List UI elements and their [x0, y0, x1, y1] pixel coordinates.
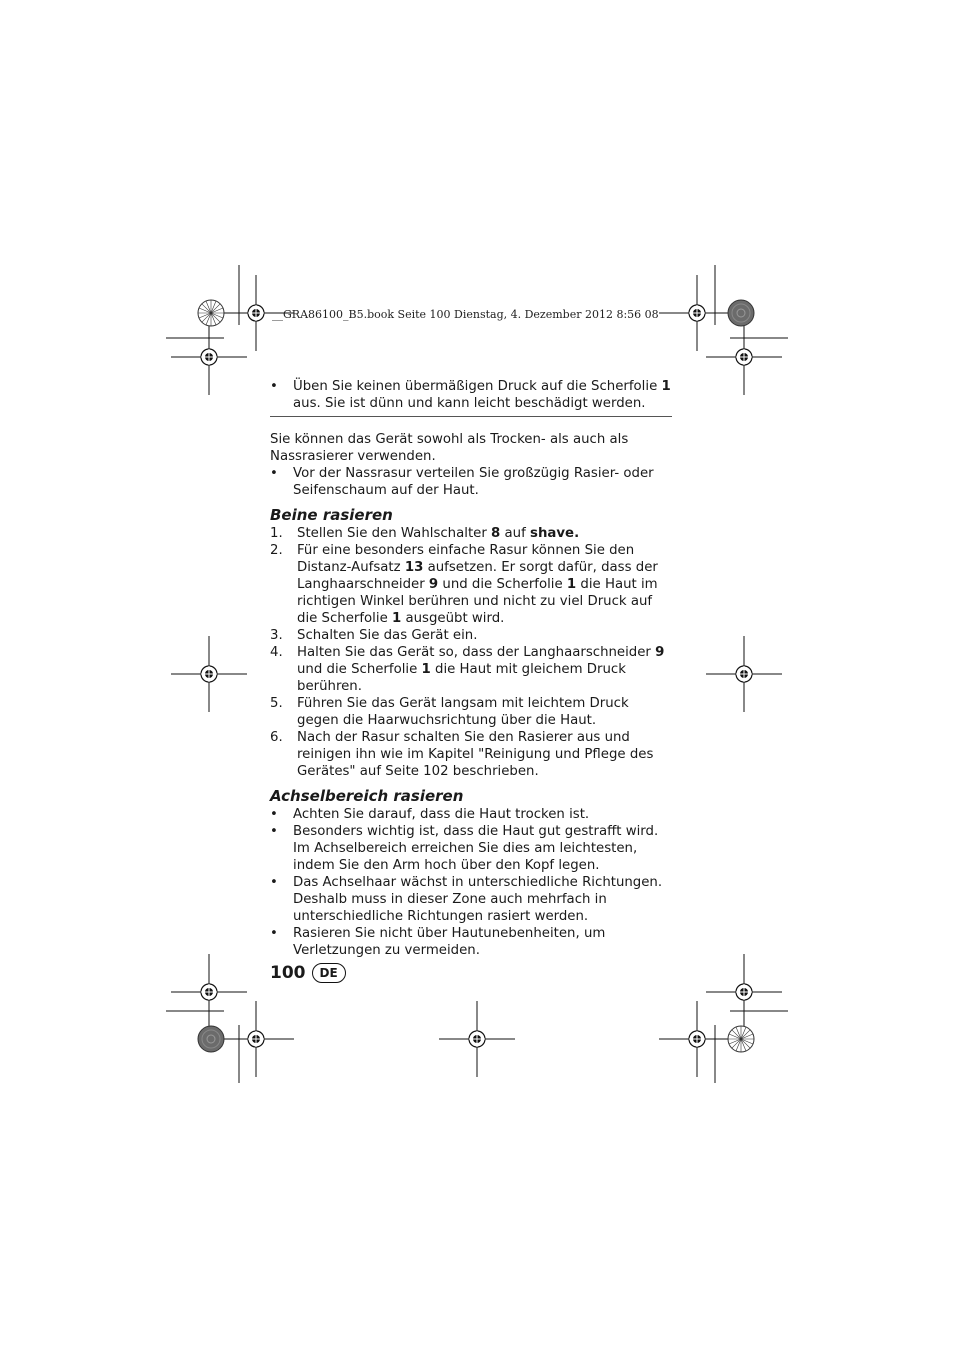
page-number: 100	[270, 963, 306, 983]
bullet-dot: •	[270, 875, 278, 890]
numbered-step: 2. Für eine besonders einfache Rasur können Sie den Distanz-Aufsatz 13 aufsetzen. Er sorgt dafür, dass der Langhaarschneider 9 und die Scherfolie 1 die Haut im richtigen Winkel berühren und nicht zu viel Druck auf die Scherfolie 1 ausgeübt wird.	[270, 543, 658, 626]
registration-crosshair-icon	[171, 954, 247, 1030]
list-item: • Das Achselhaar wächst in unterschiedliche Richtungen. Deshalb muss in dieser Zone auch mehrfach in unterschiedliche Richtungen rasiert werden.	[270, 875, 663, 924]
intro-paragraph: Sie können das Gerät sowohl als Trocken- als auch als Nassrasierer verwenden.	[270, 432, 629, 464]
registration-crosshair-icon	[171, 319, 247, 395]
numbered-step: 4. Halten Sie das Gerät so, dass der Langhaarschneider 9 und die Scherfolie 1 die Haut mit gleichem Druck berühren.	[270, 645, 665, 694]
bullet-dot: •	[270, 824, 278, 839]
gray-circle-icon	[198, 1026, 224, 1052]
numbered-step: 5. Führen Sie das Gerät langsam mit leichtem Druck gegen die Haarwuchsrichtung über die Haut.	[270, 696, 629, 728]
bullet-dot: •	[270, 926, 278, 941]
list-item: • Vor der Nassrasur verteilen Sie großzügig Rasier- oder Seifenschaum auf der Haut.	[270, 466, 654, 498]
page-footer	[270, 963, 346, 983]
numbered-step: 3. Schalten Sie das Gerät ein.	[270, 628, 478, 643]
registration-crosshair-icon	[706, 319, 782, 395]
color-wheel-icon	[728, 1026, 754, 1052]
language-badge: DE	[312, 963, 346, 983]
color-wheel-icon	[198, 300, 224, 326]
top-warning-block	[270, 378, 672, 417]
list-item: • Üben Sie keinen übermäßigen Druck auf die Scherfolie 1 aus. Sie ist dünn und kann leicht beschädigt werden.	[270, 379, 671, 411]
registration-crosshair-icon	[706, 954, 782, 1030]
registration-crosshair-icon	[439, 1001, 515, 1077]
registration-crosshair-icon	[706, 636, 782, 712]
registration-crosshair-icon	[659, 275, 735, 351]
gray-circle-icon	[728, 300, 754, 326]
file-header: __GRA86100_B5.book Seite 100 Dienstag, 4. Dezember 2012 8:56 08	[272, 308, 659, 321]
section-heading-legs: Beine rasieren	[270, 506, 393, 524]
section-heading-armpit: Achselbereich rasieren	[270, 787, 464, 805]
list-item: • Achten Sie darauf, dass die Haut trocken ist.	[270, 807, 590, 822]
registration-crosshair-icon	[659, 1001, 735, 1077]
registration-crosshair-icon	[171, 636, 247, 712]
list-item: • Besonders wichtig ist, dass die Haut gut gestrafft wird. Im Achselbereich erreichen Sie dies am leichtesten, indem Sie den Arm hoch über den Kopf legen.	[270, 824, 659, 873]
page-content	[270, 378, 672, 959]
numbered-step: 6. Nach der Rasur schalten Sie den Rasierer aus und reinigen ihn wie im Kapitel "Reinigung und Pflege des Gerätes" auf Seite 102 beschrieben.	[270, 730, 654, 779]
registration-crosshair-icon	[218, 1001, 294, 1077]
bullet-dot: •	[270, 807, 278, 822]
numbered-step: 1. Stellen Sie den Wahlschalter 8 auf shave.	[270, 526, 580, 541]
list-item: • Rasieren Sie nicht über Hautunebenheiten, um Verletzungen zu vermeiden.	[270, 926, 606, 958]
bullet-dot: •	[270, 379, 278, 394]
bullet-dot: •	[270, 466, 278, 481]
